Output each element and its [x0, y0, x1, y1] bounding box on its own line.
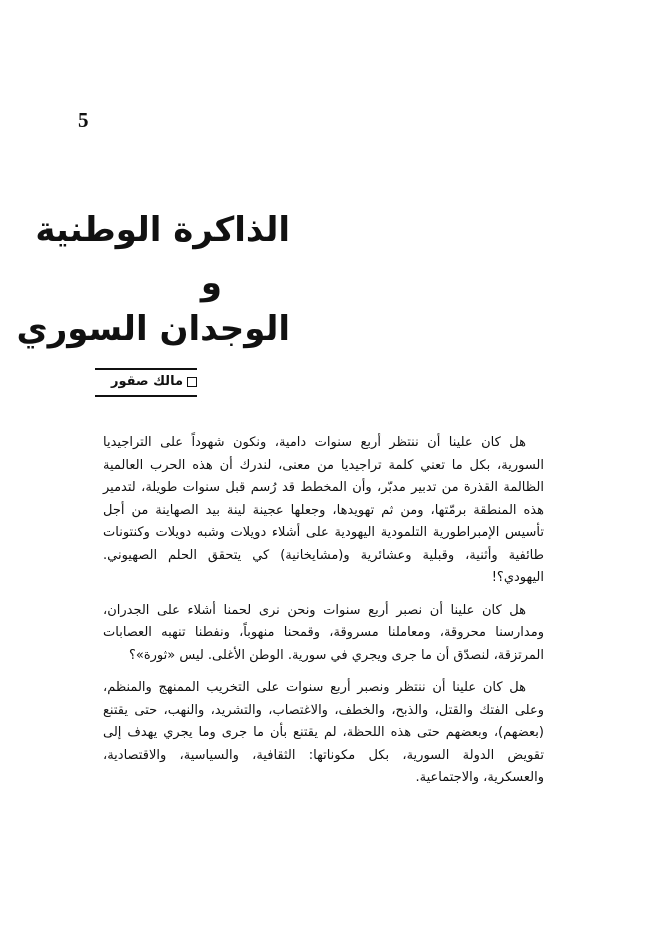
title-line-2: و	[200, 263, 222, 303]
author-name: مالك صقور	[111, 374, 183, 389]
paragraph-3: هل كان علينا أن ننتظر ونصبر أربع سنوات على التخريب الممنهج والمنظم، وعلى الفتك والقتل، والذبح، والخطف، والاغتصاب، والتشريد، والنهب، حتى يقتنع (بعضهم)، وبعضهم حتى هذه اللحظة، لم يقتنع بأن ما جرى وما يجري يهدف إلى تقويض الدولة السورية، بكل مكوناتها: الثقافية، والسياسية، والاقتصادية، والعسكرية، والاجتماعية.	[103, 680, 544, 785]
square-bullet-icon	[187, 377, 197, 387]
paragraph-2: هل كان علينا أن نصبر أربع سنوات ونحن نرى لحمنا أشلاء على الجدران، ومدارسنا محروقة، ومعاملنا مسروقة، وقمحنا منهوباً، ونفطنا تنهبه العصابات المرتزقة، لنصدّق أن ما جرى ويجري في سورية. الوطن الأغلى. ليس «ثورة»؟	[103, 602, 544, 663]
author-rule-top	[95, 368, 197, 370]
title-line-1: الذاكرة الوطنية	[35, 210, 290, 250]
page-number: 5	[78, 108, 89, 132]
title-line-3: الوجدان السوري	[16, 309, 290, 349]
article-body	[103, 432, 544, 800]
author-byline	[95, 372, 197, 392]
author-rule-bottom	[95, 395, 197, 397]
paragraph-1: هل كان علينا أن ننتظر أربع سنوات دامية، ونكون شهوداً على التراجيديا السورية، بكل ما تعني كلمة تراجيديا من معنى، لندرك أن هذه الحرب العالمية الظالمة القذرة من تدبير مدبّر، وأن المخطط قد رُسم قبل سنوات طويلة، لتدمير هذه المنطقة برمّتها، ومن ثم تهويدها، وجعلها عجينة لينة بيد الصهاينة من أجل تأسيس الإمبراطورية التلمودية اليهودية على أشلاء دويلات وشبه دويلات وكنتونات طائفية وأثنية، وقبلية وعشائرية و(مشايخانية) كي يتحقق الحلم الصهيوني. اليهودي؟!	[103, 435, 544, 585]
